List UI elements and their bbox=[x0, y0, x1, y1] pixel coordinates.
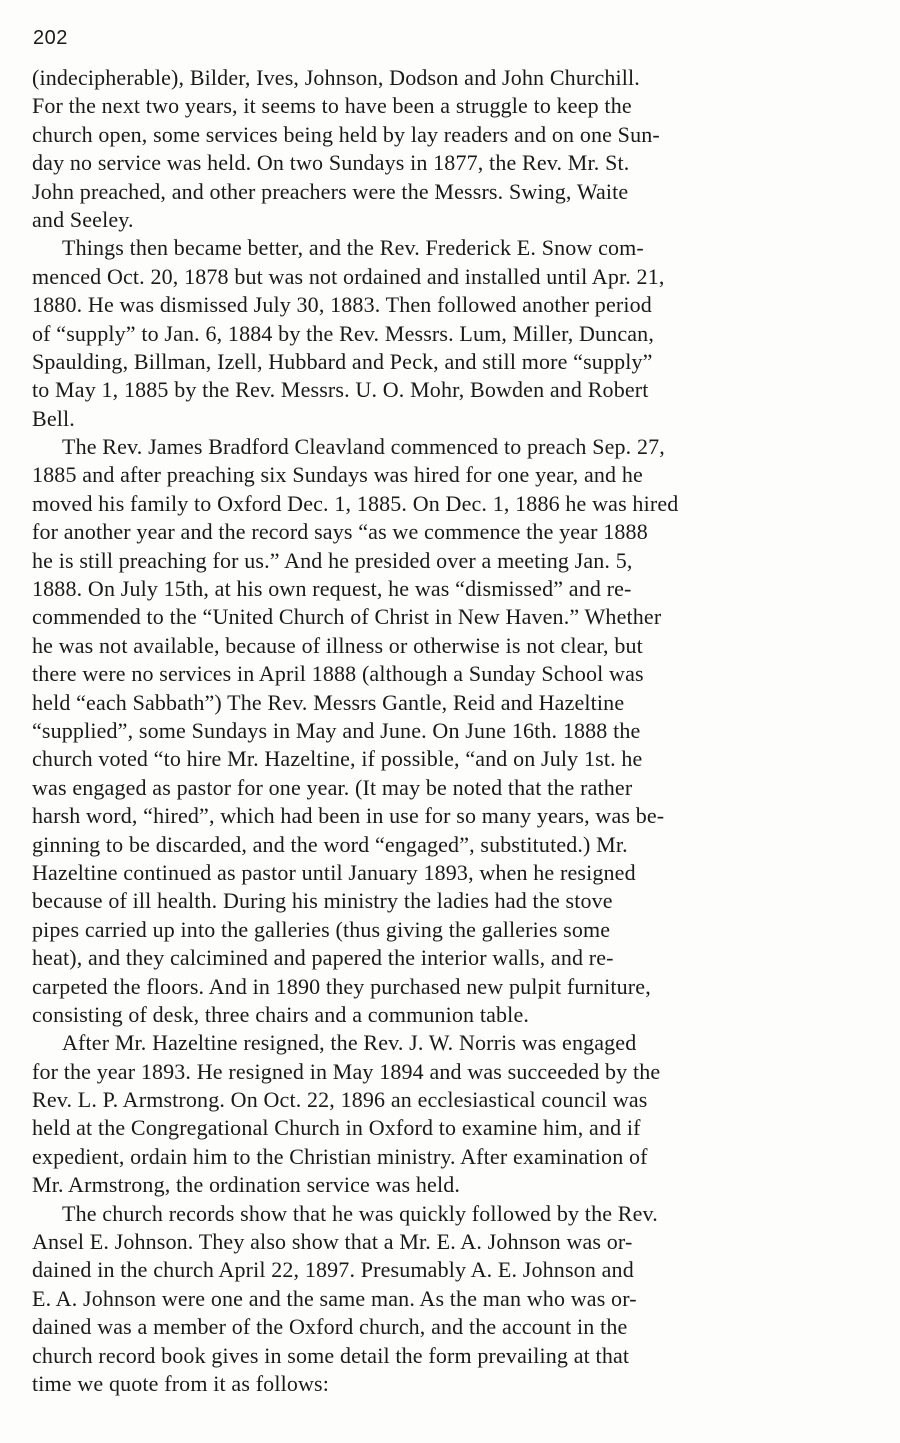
text-line: 1880. He was dismissed July 30, 1883. Then followed another period bbox=[32, 292, 652, 318]
text-line: 1885 and after preaching six Sundays was hired for one year, and he bbox=[32, 462, 643, 488]
text-line: to May 1, 1885 by the Rev. Messrs. U. O. Mohr, Bowden and Robert bbox=[32, 377, 649, 403]
text-line: church record book gives in some detail the form prevailing at that bbox=[32, 1342, 630, 1368]
text-line: 1888. On July 15th, at his own request, he was “dismissed” and re- bbox=[32, 576, 632, 602]
text-line: was engaged as pastor for one year. (It may be noted that the rather bbox=[32, 774, 633, 800]
text-line: After Mr. Hazeltine resigned, the Rev. J. W. Norris was engaged bbox=[62, 1030, 637, 1056]
text-line: dained in the church April 22, 1897. Presumably A. E. Johnson and bbox=[32, 1257, 634, 1283]
text-line: day no service was held. On two Sundays in 1877, the Rev. Mr. St. bbox=[32, 150, 630, 176]
text-line: dained was a member of the Oxford church, and the account in the bbox=[32, 1314, 628, 1340]
text-line: church open, some services being held by lay readers and on one Sun- bbox=[32, 121, 660, 147]
text-line: consisting of desk, three chairs and a communion table. bbox=[32, 1001, 530, 1027]
text-line: Bell. bbox=[32, 405, 75, 431]
text-line: “supplied”, some Sundays in May and June. On June 16th. 1888 the bbox=[32, 717, 641, 743]
text-line: there were no services in April 1888 (although a Sunday School was bbox=[32, 661, 644, 687]
text-line: for the year 1893. He resigned in May 1894 and was succeeded by the bbox=[32, 1058, 661, 1084]
text-line: because of ill health. During his ministry the ladies had the stove bbox=[32, 888, 613, 914]
text-line: Mr. Armstrong, the ordination service was held. bbox=[32, 1172, 461, 1198]
text-line: he is still preaching for us.” And he presided over a meeting Jan. 5, bbox=[32, 547, 633, 573]
text-line: Rev. L. P. Armstrong. On Oct. 22, 1896 an ecclesiastical council was bbox=[32, 1087, 648, 1113]
text-line: of “supply” to Jan. 6, 1884 by the Rev. Messrs. Lum, Miller, Duncan, bbox=[32, 320, 654, 346]
text-line: harsh word, “hired”, which had been in use for so many years, was be- bbox=[32, 803, 665, 829]
text-line: held “each Sabbath”) The Rev. Messrs Gantle, Reid and Hazeltine bbox=[32, 689, 625, 715]
text-line: for another year and the record says “as we commence the year 1888 bbox=[32, 519, 648, 545]
text-line: commended to the “United Church of Christ in New Haven.” Whether bbox=[32, 604, 662, 630]
text-line: John preached, and other preachers were the Messrs. Swing, Waite bbox=[32, 178, 629, 204]
text-line: moved his family to Oxford Dec. 1, 1885. On Dec. 1, 1886 he was hired bbox=[32, 490, 679, 516]
text-line: Hazeltine continued as pastor until January 1893, when he resigned bbox=[32, 859, 636, 885]
text-line: carpeted the floors. And in 1890 they purchased new pulpit furniture, bbox=[32, 973, 651, 999]
text-line: ginning to be discarded, and the word “engaged”, substituted.) Mr. bbox=[32, 831, 628, 857]
text-line: and Seeley. bbox=[32, 206, 134, 232]
text-line: church voted “to hire Mr. Hazeltine, if possible, “and on July 1st. he bbox=[32, 746, 643, 772]
text-line: The church records show that he was quickly followed by the Rev. bbox=[62, 1200, 658, 1226]
text-line: E. A. Johnson were one and the same man. As the man who was or- bbox=[32, 1285, 637, 1311]
text-line: heat), and they calcimined and papered the interior walls, and re- bbox=[32, 945, 614, 971]
text-line: Ansel E. Johnson. They also show that a Mr. E. A. Johnson was or- bbox=[32, 1229, 633, 1255]
text-line: menced Oct. 20, 1878 but was not ordained and installed until Apr. 21, bbox=[32, 263, 665, 289]
text-line: time we quote from it as follows: bbox=[32, 1370, 330, 1396]
text-line: The Rev. James Bradford Cleavland commenced to preach Sep. 27, bbox=[62, 434, 665, 460]
page-number: 202 bbox=[33, 27, 68, 49]
text-line: Things then became better, and the Rev. Frederick E. Snow com- bbox=[62, 235, 644, 261]
text-line: Spaulding, Billman, Izell, Hubbard and Peck, and still more “supply” bbox=[32, 348, 653, 374]
text-line: he was not available, because of illness or otherwise is not clear, but bbox=[32, 632, 643, 658]
text-line: (indecipherable), Bilder, Ives, Johnson, Dodson and John Churchill. bbox=[32, 65, 640, 90]
text-line: For the next two years, it seems to have been a struggle to keep the bbox=[32, 93, 632, 119]
text-line: expedient, ordain him to the Christian ministry. After examination of bbox=[32, 1143, 648, 1169]
text-line: pipes carried up into the galleries (thus giving the galleries some bbox=[32, 916, 611, 942]
text-line: held at the Congregational Church in Oxford to examine him, and if bbox=[32, 1115, 641, 1141]
body-text bbox=[32, 64, 882, 1398]
